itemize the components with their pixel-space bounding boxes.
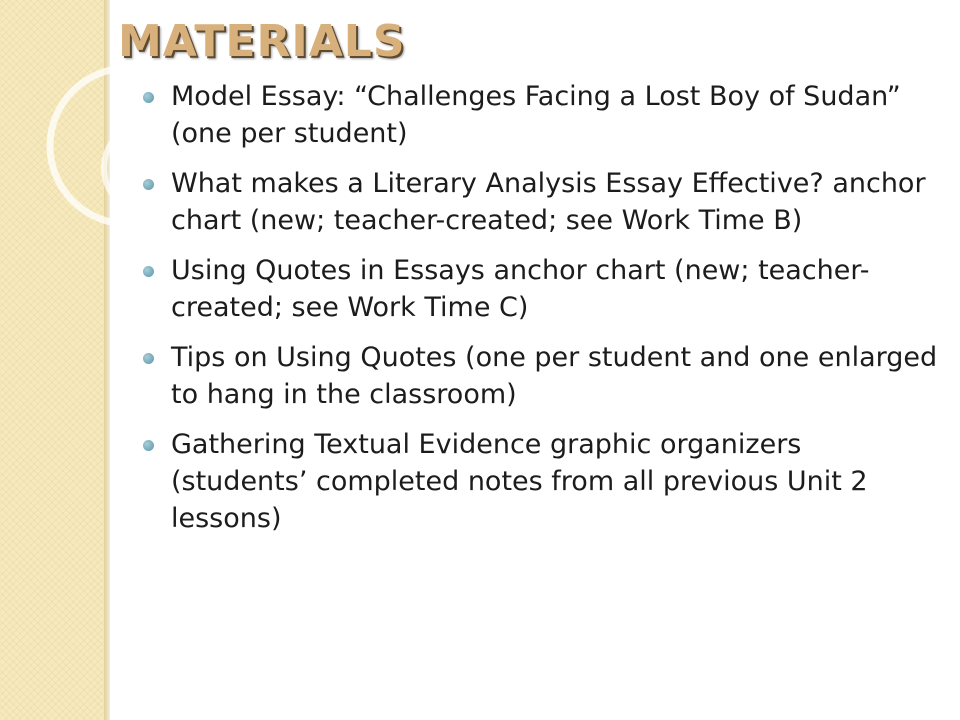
bullet-icon (143, 266, 154, 277)
slide-title: MATERIALS (118, 16, 406, 67)
bullet-icon (143, 353, 154, 364)
materials-list-item (143, 78, 943, 152)
materials-item-text: Gathering Textual Evidence graphic organizers (students’ completed notes from all previous Unit 2 lessons) (171, 429, 868, 534)
bullet-icon (143, 440, 154, 451)
materials-list-item (143, 165, 943, 239)
materials-list-item (143, 252, 943, 326)
materials-list-item (143, 426, 943, 537)
materials-item-text: Model Essay: “Challenges Facing a Lost Boy of Sudan” (one per student) (171, 81, 901, 149)
materials-list (143, 78, 943, 550)
materials-item-text: Tips on Using Quotes (one per student and one enlarged to hang in the classroom) (171, 342, 938, 410)
materials-item-text: What makes a Literary Analysis Essay Effective? anchor chart (new; teacher-created; see Work Time B) (171, 168, 926, 236)
bullet-icon (143, 179, 154, 190)
bullet-icon (143, 92, 154, 103)
materials-item-text: Using Quotes in Essays anchor chart (new; teacher-created; see Work Time C) (171, 255, 870, 323)
materials-list-item (143, 339, 943, 413)
